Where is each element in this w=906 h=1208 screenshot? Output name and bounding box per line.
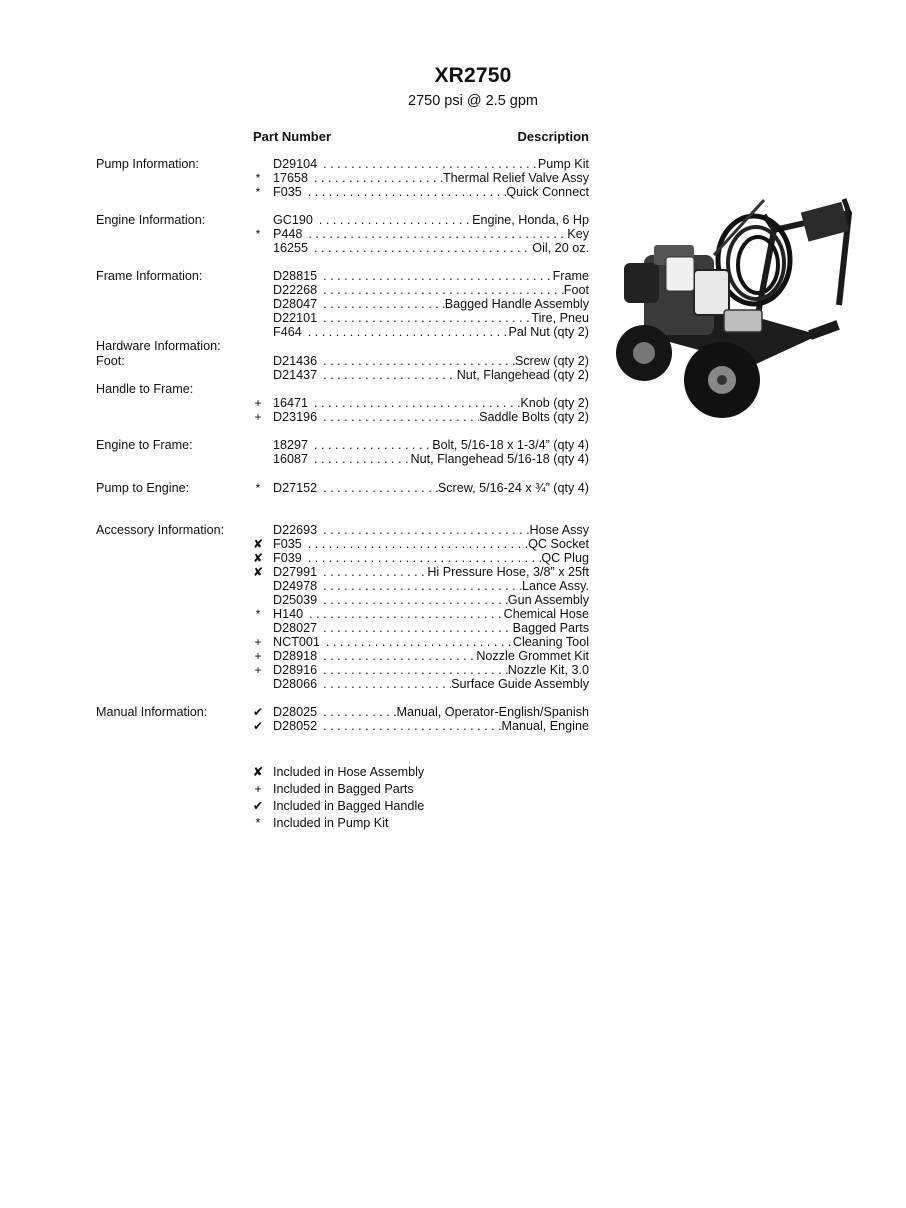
part-description: Knob (qty 2): [520, 396, 589, 410]
part-description: Nozzle Kit, 3.0: [507, 663, 589, 677]
part-description: Nozzle Grommet Kit: [476, 649, 589, 663]
dot-leader: [323, 579, 522, 594]
part-description: Cleaning Tool: [512, 635, 589, 649]
dot-leader: [314, 452, 410, 467]
part-line: [273, 283, 589, 298]
part-description: Saddle Bolts (qty 2): [479, 410, 589, 424]
section-label: Foot:: [96, 354, 125, 368]
part-description: Chemical Hose: [503, 607, 589, 621]
part-number: NCT001: [273, 635, 320, 649]
part-description: Hi Pressure Hose, 3/8” x 25ft: [427, 565, 589, 579]
dot-leader: [308, 551, 542, 566]
inclusion-mark: *: [255, 607, 261, 621]
page-title: XR2750: [434, 64, 512, 87]
dot-leader: [323, 283, 564, 298]
table-row: [0, 593, 906, 608]
table-row: [0, 663, 906, 678]
dot-leader: [314, 396, 520, 411]
dot-leader: [323, 269, 552, 284]
part-number: D22101: [273, 311, 318, 325]
dot-leader: [319, 213, 472, 228]
legend-text: Included in Bagged Handle: [273, 799, 425, 813]
inclusion-mark: ✔: [252, 705, 264, 719]
part-number: 16255: [273, 241, 309, 255]
table-row: [0, 649, 906, 664]
part-number: P448: [273, 227, 303, 241]
legend-item: [0, 781, 906, 797]
part-line: [273, 410, 589, 425]
part-number: D28815: [273, 269, 318, 283]
table-row: [0, 705, 906, 720]
part-description: Manual, Engine: [501, 719, 589, 733]
dot-leader: [323, 368, 457, 383]
part-description: QC Socket: [528, 537, 589, 551]
inclusion-mark: +: [254, 635, 262, 649]
part-description: QC Plug: [541, 551, 589, 565]
part-line: [273, 213, 589, 228]
table-row: [0, 481, 906, 496]
part-line: [273, 396, 589, 411]
part-number: D21437: [273, 368, 318, 382]
dot-leader: [309, 607, 504, 622]
section-label: Manual Information:: [96, 705, 208, 719]
part-description: Screw, 5/16-24 x ¾” (qty 4): [437, 481, 589, 495]
part-number: F464: [273, 325, 302, 339]
dot-leader: [323, 593, 508, 608]
dot-leader: [323, 354, 515, 369]
part-number: 18297: [273, 438, 309, 452]
dot-leader: [323, 481, 438, 496]
dot-leader: [314, 438, 432, 453]
table-row: [0, 635, 906, 650]
dot-leader: [308, 185, 507, 200]
part-line: [273, 325, 589, 340]
dot-leader: [323, 719, 501, 734]
section-label: Pump Information:: [96, 157, 199, 171]
part-description: Surface Guide Assembly: [451, 677, 589, 691]
inclusion-mark: +: [254, 396, 262, 410]
part-description: Oil, 20 oz.: [532, 241, 589, 255]
part-description: Bagged Parts: [512, 621, 589, 635]
part-number: GC190: [273, 213, 313, 227]
part-line: [273, 621, 589, 636]
part-line: [273, 171, 589, 186]
part-number: D28027: [273, 621, 318, 635]
part-line: [273, 297, 589, 312]
part-line: [273, 452, 589, 467]
part-number: D22693: [273, 523, 318, 537]
part-description: Nut, Flangehead 5/16-18 (qty 4): [410, 452, 589, 466]
part-line: [273, 438, 589, 453]
dot-leader: [323, 523, 529, 538]
inclusion-mark: *: [255, 171, 261, 185]
table-row: [0, 677, 906, 692]
part-number: D27152: [273, 481, 318, 495]
part-number: F035: [273, 185, 302, 199]
part-line: [273, 241, 589, 256]
inclusion-mark: ✔: [252, 719, 264, 733]
section-label: Pump to Engine:: [96, 481, 190, 495]
part-line: [273, 635, 589, 650]
part-description: Bagged Handle Assembly: [444, 297, 589, 311]
inclusion-mark: ✘: [252, 537, 264, 551]
part-line: [273, 157, 589, 172]
part-line: [273, 579, 589, 594]
part-line: [273, 311, 589, 326]
part-number: D22268: [273, 283, 318, 297]
part-number: D24978: [273, 579, 318, 593]
part-number: D25039: [273, 593, 318, 607]
part-number: D28047: [273, 297, 318, 311]
table-row: [0, 565, 906, 580]
legend-item: [0, 815, 906, 831]
part-line: [273, 719, 589, 734]
dot-leader: [323, 621, 513, 636]
section-label: Frame Information:: [96, 269, 203, 283]
part-number-heading: Part Number: [253, 129, 332, 144]
part-description: Frame: [552, 269, 589, 283]
dot-leader: [323, 157, 538, 172]
part-description: Hose Assy: [529, 523, 589, 537]
legend-mark: ✘: [252, 765, 264, 779]
part-description: Bolt, 5/16-18 x 1-3/4” (qty 4): [432, 438, 589, 452]
part-description: Lance Assy.: [522, 579, 589, 593]
dot-leader: [314, 241, 532, 256]
part-line: [273, 705, 589, 720]
inclusion-mark: *: [255, 185, 261, 199]
dot-leader: [323, 677, 451, 692]
table-row: [0, 719, 906, 734]
part-line: [273, 523, 589, 538]
part-description: Engine, Honda, 6 Hp: [472, 213, 589, 227]
dot-leader: [323, 565, 427, 580]
part-line: [273, 269, 589, 284]
legend-mark: ✔: [252, 799, 264, 813]
dot-leader: [323, 410, 479, 425]
part-line: [273, 481, 589, 496]
part-line: [273, 565, 589, 580]
part-number: D27991: [273, 565, 318, 579]
dot-leader: [308, 537, 528, 552]
part-description: Gun Assembly: [507, 593, 589, 607]
legend-mark: +: [254, 782, 262, 796]
part-number: D23196: [273, 410, 318, 424]
table-row: [0, 537, 906, 552]
dot-leader: [323, 297, 445, 312]
dot-leader: [323, 311, 531, 326]
inclusion-mark: +: [254, 663, 262, 677]
table-row: [0, 171, 906, 186]
part-number: 16087: [273, 452, 309, 466]
part-line: [273, 227, 589, 242]
legend-item: [0, 764, 906, 780]
part-line: [273, 607, 589, 622]
part-line: [273, 663, 589, 678]
description-heading: Description: [517, 129, 589, 144]
part-line: [273, 354, 589, 369]
part-number: D28918: [273, 649, 318, 663]
dot-leader: [323, 663, 508, 678]
part-number: D28025: [273, 705, 318, 719]
inclusion-mark: ✘: [252, 565, 264, 579]
part-line: [273, 537, 589, 552]
part-description: Thermal Relief Valve Assy: [442, 171, 589, 185]
part-description: Screw (qty 2): [514, 354, 589, 368]
part-description: Pump Kit: [537, 157, 589, 171]
table-row: [0, 438, 906, 453]
inclusion-mark: +: [254, 649, 262, 663]
table-row: [0, 579, 906, 594]
part-line: [273, 677, 589, 692]
part-number: D28052: [273, 719, 318, 733]
dot-leader: [314, 171, 443, 186]
legend-text: Included in Hose Assembly: [273, 765, 425, 779]
inclusion-mark: *: [255, 227, 261, 241]
part-number: 16471: [273, 396, 309, 410]
part-description: Tire, Pneu: [531, 311, 589, 325]
part-number: D21436: [273, 354, 318, 368]
page-subtitle: 2750 psi @ 2.5 gpm: [408, 93, 538, 109]
inclusion-mark: *: [255, 481, 261, 495]
part-description: Nut, Flangehead (qty 2): [456, 368, 589, 382]
part-description: Quick Connect: [506, 185, 589, 199]
section-label: Handle to Frame:: [96, 382, 194, 396]
part-description: Key: [567, 227, 589, 241]
pressure-washer-icon: [604, 185, 856, 421]
table-row: [0, 621, 906, 636]
table-row: [0, 157, 906, 172]
legend-text: Included in Bagged Parts: [273, 782, 414, 796]
part-line: [273, 551, 589, 566]
part-number: 17658: [273, 171, 309, 185]
section-label: Hardware Information:: [96, 339, 221, 353]
legend-text: Included in Pump Kit: [273, 816, 389, 830]
table-row: [0, 607, 906, 622]
part-description: Foot: [563, 283, 589, 297]
table-row: [0, 523, 906, 538]
section-label: Engine to Frame:: [96, 438, 193, 452]
legend-item: [0, 798, 906, 814]
legend-mark: *: [255, 816, 261, 830]
dot-leader: [326, 635, 513, 650]
part-number: D28066: [273, 677, 318, 691]
dot-leader: [323, 705, 396, 720]
dot-leader: [308, 325, 509, 340]
section-label: Engine Information:: [96, 213, 206, 227]
section-label: Accessory Information:: [96, 523, 225, 537]
part-number: H140: [273, 607, 304, 621]
part-line: [273, 368, 589, 383]
part-line: [273, 185, 589, 200]
part-line: [273, 593, 589, 608]
part-line: [273, 649, 589, 664]
inclusion-mark: ✘: [252, 551, 264, 565]
part-number: D29104: [273, 157, 318, 171]
part-description: Pal Nut (qty 2): [508, 325, 589, 339]
part-description: Manual, Operator-English/Spanish: [396, 705, 589, 719]
inclusion-mark: +: [254, 410, 262, 424]
dot-leader: [323, 649, 476, 664]
part-number: F039: [273, 551, 302, 565]
part-number: F035: [273, 537, 302, 551]
table-row: [0, 551, 906, 566]
table-row: [0, 452, 906, 467]
dot-leader: [308, 227, 567, 242]
part-number: D28916: [273, 663, 318, 677]
